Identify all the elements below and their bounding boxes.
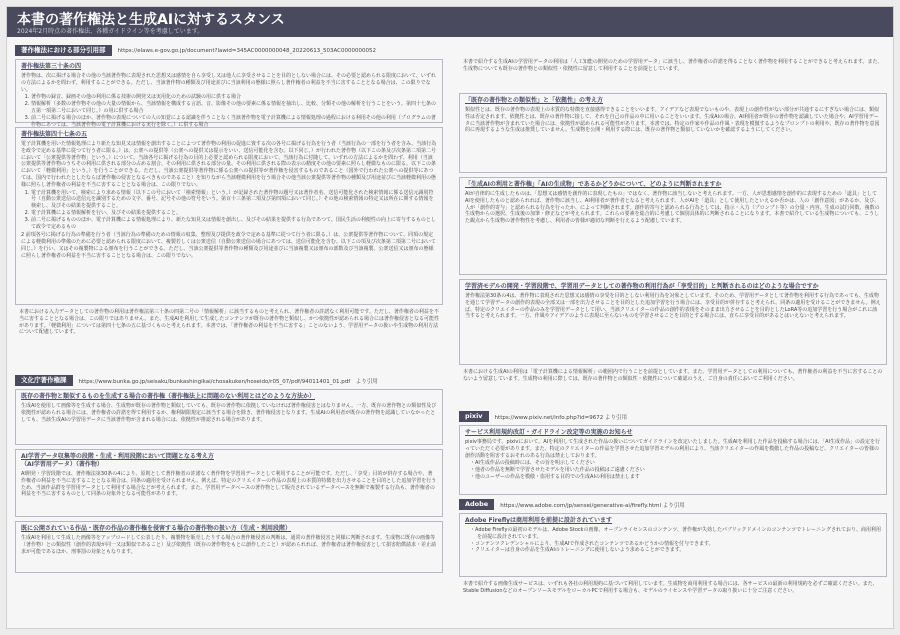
box-title: AI学習データ収集等の段階・生成・利用段階において問題となる考え方 (21, 453, 214, 460)
box-text: 電子計算機を用いた情報処理により新たな知見又は情報を創出することによつて著作物の利用の促進に資する次の各号に掲げる行為を行う者（当該行為の一部を行う者を含み、当該行為を政令で定める基準に従つて行う者に限る。）は、公衆への提供等（公衆への提供又は提示をいい、送信可能化を含む。以下同じ。）が行われた著作物（以下この条及び次条第二項第二号において「公衆提供等著作物」という。）について、当該各号に掲げる行為の目的上必要と認められる限度において、当該行為に付随して、いずれの方法によるかを問わず、利用（当該公衆提供等著作物のうちその利用に供される部分の占める割合、その利用に供される部分の量、その利用に供される際の表示の精度その他の要素に照らし軽微なものに限る。以下この条において「軽微利用」という。）を行うことができる。ただし、当該公衆提供等著作物に係る公衆への提供等が著作権を侵害するものであること（国外で行われた公衆への提供等にあつては、国内で行われたとしたならば著作権の侵害となるべきものであること）を知りながら当該軽微利用を行う場合その他当該公衆提供等著作物の種類及び用途並びに当該軽微利用の態様に照らし著作権者の利益を不当に害することとなる場合は、この限りでない。 (21, 141, 437, 188)
usage-note: 本書における生成AIの利用は「電子計算機による情報解析」の範囲内で行うことを前提としています。また、学習用データとしての利用についても、著作権者の利益を不当に害することのないよう留意しています。生成物の利用に際しては、既存の著作物との類似性・依拠性について確認のうえ、ご自身の責任においてご利用ください。 (463, 369, 883, 382)
section-source-url[interactable]: https://www.pixiv.net/info.php?id=9672 より引用 (494, 414, 627, 421)
closing-text: 本書で紹介する画像生成サービスは、いずれも各社の利用規約に基づいて利用しています。生成物を商用利用する場合には、各サービスの最新の利用規約を必ずご確認ください。また、Stable DiffusionなどのオープンソースモデルをローカルPCで利用する場合も、モデルのライセンスや学習データの取り扱いに十分ご注意ください。 (463, 581, 878, 594)
page-header (7, 7, 893, 37)
similarity-dependence-box (459, 93, 887, 173)
box-title: 著作権法第三十条の四 (21, 63, 82, 70)
box-title: 著作権法第四十七条の五 (21, 131, 88, 138)
item-list (31, 94, 437, 128)
list-item: 2. 情報解析（多数の著作物その他の大量の情報から、当該情報を構成する言語、音、影像その他の要素に係る情報を抽出し、比較、分類その他の解析を行うことをいう。第四十七条の五第一項第二号において同じ。）の用に供する場合 (31, 101, 437, 115)
left-column (15, 45, 443, 577)
box-title: Adobe Fireflyは商用利用を前提に設計されています (465, 517, 613, 524)
section-header-pixiv (459, 411, 887, 422)
section-label: 著作権法における部分引用部 (15, 45, 112, 56)
box-text: 生成AIを利用して生成した画像等をアップロードして公表したり、複製物を販売したりする場合の著作権侵害の判断は、通常の著作権侵害と同様に判断されます。生成物に既存の画像等（著作物）との類似性（創作的表現が同一又は類似であること）及び依拠性（既存の著作物をもとに創作したこと）が認められれば、著作権者は著作権侵害として損害賠償請求・差止請求が可能であるほか、刑事罰の対象ともなります。 (21, 535, 437, 555)
box-subtitle: （AI学習用データ）（著作物） (21, 461, 103, 468)
list-item: ・ クリエイターは自身の作品を生成AIのトレーニングに使用しないよう求めることができます。 (477, 547, 881, 554)
page-subtitle: 2024年2月時点の著作権法、各種ガイドライン等を考慮しています。 (17, 28, 204, 35)
box-text: pixiv事務局です。pixivにおいて、AIを利用して生成された作品の扱いについてガイドラインを改定いたしました。生成AIを利用した作品を投稿する場合には、「AI生成作品」の設定を行っていただく必要があります。また、特定のクリエイターの作品を学習させた追加学習モデルの利用により、当該クリエイターの作風を模倣した作品の投稿など、クリエイターの皆様の創作活動を阻害するおそれのある行為は禁止しております。 (465, 439, 881, 459)
section-header-copyright-law (15, 45, 443, 56)
box-tail-text: 2 前項各号に掲げる行為の準備を行う者（当該行為の準備のための情報の収集、整理及び提供を政令で定める基準に従つて行う者に限る。）は、公衆提供等著作物について、同項の規定による軽微利用の準備のために必要と認められる限度において、複製若しくは公衆送信（自動公衆送信の場合にあつては、送信可能化を含む。以下この項及び次条第二項第二号において同じ。）を行い、又はその複製物による頒布を行うことができる。ただし、当該公衆提供等著作物の種類及び用途並びに当該複製又は頒布の部数及び当該複製、公衆送信又は頒布の態様に照らし著作権者の利益を不当に害することとなる場合は、この限りでない。 (21, 232, 436, 259)
box-title: サービス利用規約改訂・ガイドライン改定等の実施のお知らせ (465, 429, 633, 436)
right-column (459, 45, 887, 615)
section-header-adobe (459, 499, 887, 510)
section-source-url[interactable]: https://elaws.e-gov.go.jp/document?lawid=345AC0000000048_20220613_503AC0000000052 (117, 47, 376, 54)
pixiv-guideline-box (459, 425, 887, 495)
box-text: 著作物は、次に掲げる場合その他の当該著作物に表現された思想又は感情を自ら享受し又は他人に享受させることを目的としない場合には、その必要と認められる限度において、いずれの方法によるかを問わず、利用することができる。ただし、当該著作物の種類及び用途並びに当該利用の態様に照らし著作権者の利益を不当に害することとなる場合は、この限りでない。 (21, 73, 436, 93)
section-label: pixiv (459, 411, 489, 422)
box-title: 学習済モデルの開発・学習段階で、学習用データとしての著作物の利用行為が「享受目的」と判断されるのはどのような場合ですか (465, 283, 819, 290)
enjoyment-purpose-box (459, 279, 887, 365)
section-source-url[interactable]: https://www.adobe.com/jp/sensei/generative-ai/firefly.html より引用 (500, 502, 685, 509)
item-list (477, 527, 881, 554)
article-30-4-box (15, 59, 443, 128)
section-label: 文化庁著作権課 (15, 375, 73, 386)
list-item: 1. 著作物の録音、録画その他の利用に係る技術の開発又は実用化のための試験の用に供する場合 (31, 94, 437, 101)
ai-output-box (459, 177, 887, 275)
item-list (31, 190, 437, 231)
section-source-url[interactable]: https://www.bunka.go.jp/seisaku/bunkashingikai/chosakuken/hoseido/r05_07/pdf/94011401_01.pdf より引用 (78, 378, 378, 385)
box-title: 既存の著作物と類似するものを生成する場合の著作権（著作権法上に問題のない利用とはどのような方法か） (21, 393, 316, 400)
list-item: 3. 前二号に掲げるもののほか、電子計算機による情報処理により、新たな知見又は情報を創出し、及びその結果を提供する行為であつて、国民生活の利便性の向上に寄与するものとして政令で定めるもの (31, 217, 437, 231)
list-item: ・ コンテンツクレデンシャルにより、生成AIで作成されたコンテンツであるかどうかの情報を付与できます。 (477, 541, 881, 548)
training-data-box (15, 449, 443, 517)
adobe-firefly-box (459, 513, 887, 577)
list-item: 1. 電子計算機を用いて、検索により求める情報（以下この号において「検索情報」という。）が記録された著作物の題号又は著作者名、送信可能化された検索情報に係る送信元識別符号（自動公衆送信の送信元を識別するための文字、番号、記号その他の符号をいう。第百十三条第二項及び第四項において同じ。）その他の検索情報の特定又は所在に関する情報を検索し、及びその結果を提供すること。 (31, 190, 437, 210)
box-text: 著作権法第30条の4は、著作物に表現された思想又は感情の享受を目的としない利用行為を対象としています。そのため、学習用データとして著作物を利用する行為であっても、生成物を通じて学習データの創作的表現の全部又は一部を出力させることを目的とした追加学習を行う場合には、享受目的が併存すると考えられ、同条の適用を受けることができません。例えば、特定のクリエイターの作品のみを学習用データとして用い、当該クリエイターの作品の創作的表現をそのまま出力させることを目的としたLoRA等の追加学習を行う場合がこれに該当すると考えられます。一方、作風やアイデアのように表現に至らないものを学習させることを目的とする場合には、直ちに享受目的があるとはいえないと考えられます。 (465, 293, 881, 320)
box-title: 既に公開されている作品・既存の作品の著作権を侵害する場合の著作物の扱い方（生成・利用段階） (21, 525, 292, 532)
list-item: 2. 電子計算機による情報解析を行い、及びその結果を提供すること。 (31, 210, 437, 217)
box-title: 「生成AIの利用と著作権」「AIの生成物」であるかどうかについて、どのように判断されますか (465, 181, 722, 188)
list-item: ・ Adobe Fireflyの最初のモデルは、Adobe Stockの画像、オープンライセンスのコンテンツ、著作権が失効したパブリックドメインのコンテンツでトレーニングされており、商用利用を前提に設計されています。 (477, 527, 881, 541)
stance-note: 本書における入力データとしての著作物の利用は著作権法第三十条の四第二号の「情報解析」に該当するものと考えられ、著作権者の許諾なく利用可能です。ただし、著作権者の利益を不当に害することとなる場合は、この限りではありません。また、生成AIを利用して生成したコンテンツが既存の著作物と類似し、かつ依拠性が認められる場合には著作権侵害となる可能性があります。「軽微利用」については第四十七条の五に基づくものと考えられます。本書では、「著作権者の利益を不当に害する」ことのないよう、学習用データの扱いや生成物の利用方法について配慮しています。 (19, 309, 439, 336)
article-47-5-box (15, 127, 443, 305)
list-item: ・ AI生成作品の投稿時には、その旨を明示してください (477, 460, 881, 467)
box-text: 生成AIを使用して画像等を生成する場合、生成物が既存の著作物と類似していても、既存の著作物に依拠していなければ著作権侵害とはなりません。一方、既存の著作物との類似性及び依拠性が認められる場合には、著作権者の許諾を得て利用するか、権利制限規定に該当する場合を除き、著作権侵害となります。生成AIの利用者が既存の著作物を認識していなかったとしても、当該生成AIの学習用データに当該著作物が含まれる場合には、依拠性が推認される場合があります。 (21, 403, 437, 423)
list-item: ・ 他者の作品を無断で学習させたモデルを用いた作品の投稿はご遠慮ください (477, 467, 881, 474)
box-text: AIが自律的に生成したものは、「思想又は感情を創作的に表現したもの」ではなく、著作物に該当しないと考えられます。一方、人が思想感情を創作的に表現するための「道具」としてAIを使用したものと認められれば、著作物に該当し、AI利用者が著作者となると考えられます。人がAIを「道具」として使用したといえるか否かは、人の「創作意図」があるか、及び、人が「創作的寄与」と認められる行為を行ったか、によって判断されます。創作的寄与と認められる行為としては、指示・入力（プロンプト等）の分量・内容、生成の試行回数、複数の生成物からの選択、生成後の加筆・修正などが考えられます。これらの要素を総合的に考慮して個別具体的に判断されることになります。本書で紹介している生成物についても、こうした観点から生成物の著作物性を考慮し、利用者の皆様が適切な判断を行えるよう配慮しています。 (465, 191, 880, 225)
similarity-box (15, 389, 443, 445)
intro-text: 本書で紹介する生成AIの学習用データの利用は「人工知能の開発のための学習用データ」に該当し、著作権者の許諾を得ることなく著作物を利用することができると考えられます。また、生成物についても既存の著作物との類似性・依拠性に留意して利用することを前提としています。 (463, 59, 883, 72)
list-item: 3. 前二号に掲げる場合のほか、著作物の表現についての人の知覚による認識を伴うことなく当該著作物を電子計算機による情報処理の過程における利用その他の利用（プログラムの著作物にあつては、当該著作物の電子計算機における実行を除く。）に供する場合 (31, 115, 437, 129)
section-label: Adobe (459, 499, 494, 510)
page-title: 本書の著作権法と生成AIに対するスタンス (17, 12, 285, 28)
item-list (477, 460, 881, 480)
page (6, 6, 894, 629)
existing-works-box (15, 521, 443, 573)
box-text: AI開発・学習段階では、著作権法第30条の4により、原則として著作権者の許諾なく著作物を学習用データとして利用することが可能です。ただし、「享受」目的が併存する場合や、著作権者の利益を不当に害することとなる場合は、同条の適用を受けられません。例えば、特定のクリエイターの作品の表現上の本質的特徴を出力させることを目的とした追加学習を行うため、当該作品群を学習用データとして利用する場合などが考えられます。また、学習用データベースの著作物として販売されているデータベースを無断で複製する行為も、著作権者の利益を不当に害するものとして同条の対象外となる可能性があります。 (21, 471, 437, 498)
box-text: 類似性とは、既存の著作物の表現上の本質的な特徴を直接感得できることをいいます。アイデアなど表現でないものや、表現上の創作性がない部分が共通するにすぎない場合には、類似性は否定されます。依拠性とは、既存の著作物に接して、それを自己の作品の中に用いることをいいます。生成AIの場合、AI利用者が既存の著作物を認識していた場合や、AI学習用データに当該著作物が含まれていた場合には、依拠性が認められる可能性があります。本書では、特定の作家や作品の作風・表現を模倣するようなプロンプトの利用や、既存の著作物を意図的に再現するような生成は推奨していません。生成物を公開・利用する際には、既存の著作物と類似していないかを確認するようにしてください。 (465, 107, 880, 134)
list-item: ・ 他のユーザーの作品を模倣・盗用する目的での生成AIの利用は禁止します (477, 474, 881, 481)
box-title: 「既存の著作物との類似性」と「依拠性」の考え方 (465, 97, 604, 104)
section-header-bunka (15, 375, 443, 386)
